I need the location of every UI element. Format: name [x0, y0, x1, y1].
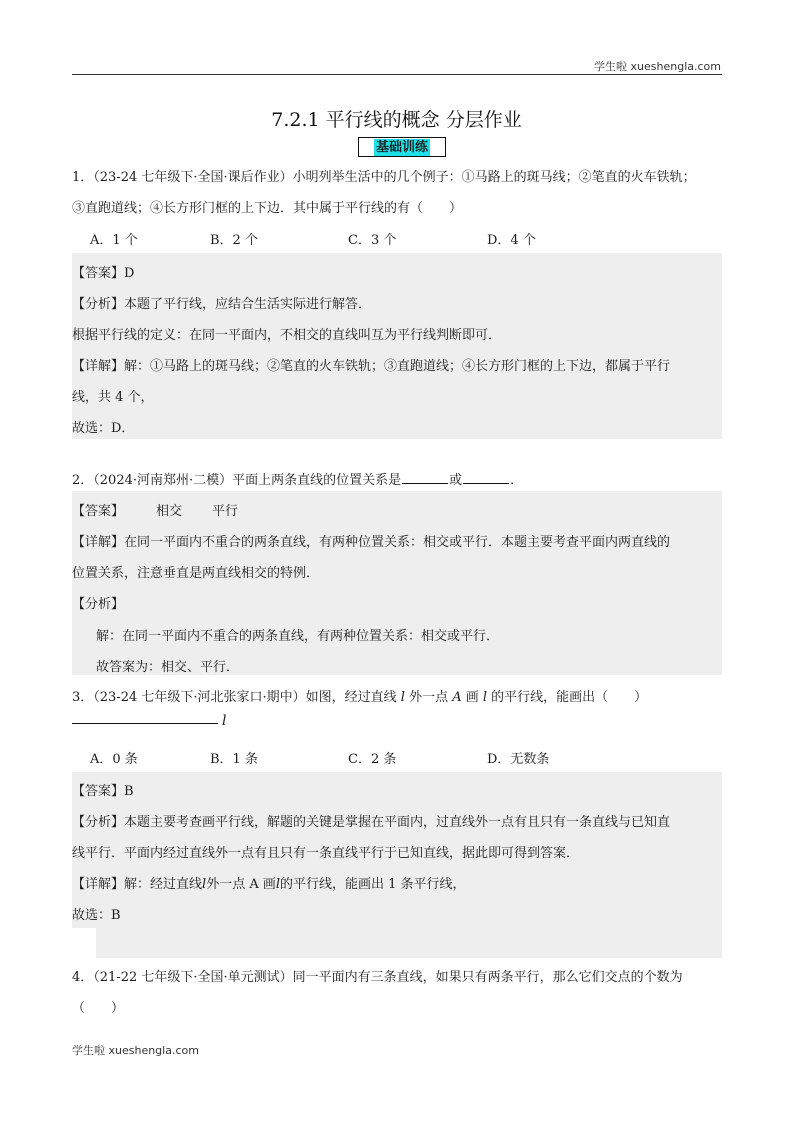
q3-choice-a: A．0 条 [90, 752, 138, 767]
q2-prefix: 2．（2024·河南郑州·二模）平面上两条直线的位置关系是 [72, 473, 402, 488]
q3-detail-l-2: l [275, 877, 281, 892]
q1-detail-line2: 线，共 4 个， [72, 390, 154, 405]
q1-choice-c: C．3 个 [348, 233, 397, 248]
q3-figure-line [72, 723, 218, 724]
q1-choice-a: A．1 个 [90, 233, 138, 248]
q1-choice-b: B．2 个 [210, 233, 258, 248]
q2-answer [72, 500, 238, 519]
q2-analysis-line1: 解：在同一平面内不重合的两条直线，有两种位置关系：相交或平行． [96, 629, 500, 644]
q3-text-part4: 的平行线，能画出（ ） [487, 690, 648, 705]
q3-conclusion: 故选：B [72, 908, 121, 923]
q1-analysis-line2: 根据平行线的定义：在同一平面内，不相交的直线叫互为平行线判断即可． [72, 328, 502, 343]
q3-analysis-line2: 线平行．平面内经过直线外一点有且只有一条直线平行于已知直线，据此即可得到答案． [72, 846, 580, 861]
q3-analysis-line1: 【分析】本题主要考查画平行线，解题的关键是掌握在平面内，过直线外一点有且只有一条直线与已知直 [72, 815, 671, 830]
q2-blank-1 [402, 471, 448, 484]
section-badge [358, 137, 446, 157]
page-title: 7.2.1 平行线的概念 分层作业 [271, 109, 522, 131]
q1-text-line2: ③直跑道线；④长方形门框的上下边．其中属于平行线的有（ ） [72, 201, 463, 216]
q3-choice-c: C．2 条 [348, 752, 397, 767]
q1-detail-line1: 【详解】解：①马路上的斑马线；②笔直的火车铁轨；③直跑道线；④长方形门框的上下边，都属于平行 [72, 359, 671, 374]
q3-detail-part3: 的平行线，能画出 1 条平行线， [280, 877, 466, 892]
q2-analysis-line2: 故答案为：相交、平行． [96, 660, 240, 675]
q3-line-l-2: l [482, 690, 488, 705]
footer-site-label: 学生啦 xueshengla.com [72, 1044, 199, 1057]
q2-text [72, 469, 523, 488]
q2-detail-line2: 位置关系，注意垂直是两直线相交的特例． [72, 566, 320, 581]
q3-solution-box-tail [96, 928, 722, 958]
q2-answer-b: 平行 [212, 504, 239, 519]
q3-text-part3: 画 [461, 690, 483, 705]
q2-analysis-label: 【分析】 [72, 597, 125, 612]
q3-detail-part2: 外一点 A 画 [206, 877, 276, 892]
q3-line-l: l [400, 690, 405, 705]
q2-detail-line1: 【详解】在同一平面内不重合的两条直线，有两种位置关系：相交或平行．本题主要考查平面内两直线的 [72, 535, 671, 550]
q1-solution-box [72, 253, 722, 439]
q2-answer-a: 相交 [156, 504, 183, 519]
q4-text-line2: （ ） [72, 1001, 125, 1016]
q3-text-part1: 3．（23-24 七年级下·河北张家口·期中）如图，经过直线 [72, 690, 401, 705]
q2-suffix: ． [510, 473, 524, 488]
q3-text-part2: 外一点 [404, 690, 453, 705]
header-rule [72, 74, 722, 75]
q2-mid: 或 [449, 473, 463, 488]
q3-choices [90, 748, 730, 768]
q3-detail [72, 873, 466, 892]
q3-detail-l: l [202, 877, 207, 892]
q3-choice-d: D．无数条 [487, 752, 550, 767]
q2-blank-2 [463, 471, 509, 484]
q1-choice-d: D．4 个 [487, 233, 536, 248]
q3-choice-b: B．1 条 [210, 752, 258, 767]
q2-answer-label: 【答案】 [72, 504, 125, 519]
q4-text-line1: 4．（21-22 七年级下·全国·单元测试）同一平面内有三条直线，如果只有两条平行，那么它们交点的个数为 [72, 970, 683, 985]
q1-conclusion: 故选：D． [72, 421, 135, 436]
q3-figure-label: l [222, 713, 227, 729]
q3-answer: 【答案】B [72, 784, 134, 799]
q3-point-a: A [452, 690, 462, 705]
q3-detail-part1: 【详解】解：经过直线 [72, 877, 203, 892]
header-site-label: 学生啦 xueshengla.com [594, 60, 721, 73]
q1-text-line1: 1．（23-24 七年级下·全国·课后作业）小明列举生活中的几个例子：①马路上的斑马线；②笔直的火车铁轨； [72, 170, 696, 185]
q1-choices [90, 229, 730, 249]
q3-text [72, 686, 647, 705]
q1-answer: 【答案】D [72, 266, 135, 281]
section-badge-label: 基础训练 [375, 140, 428, 155]
q1-analysis-line1: 【分析】本题了平行线，应结合生活实际进行解答． [72, 297, 372, 312]
